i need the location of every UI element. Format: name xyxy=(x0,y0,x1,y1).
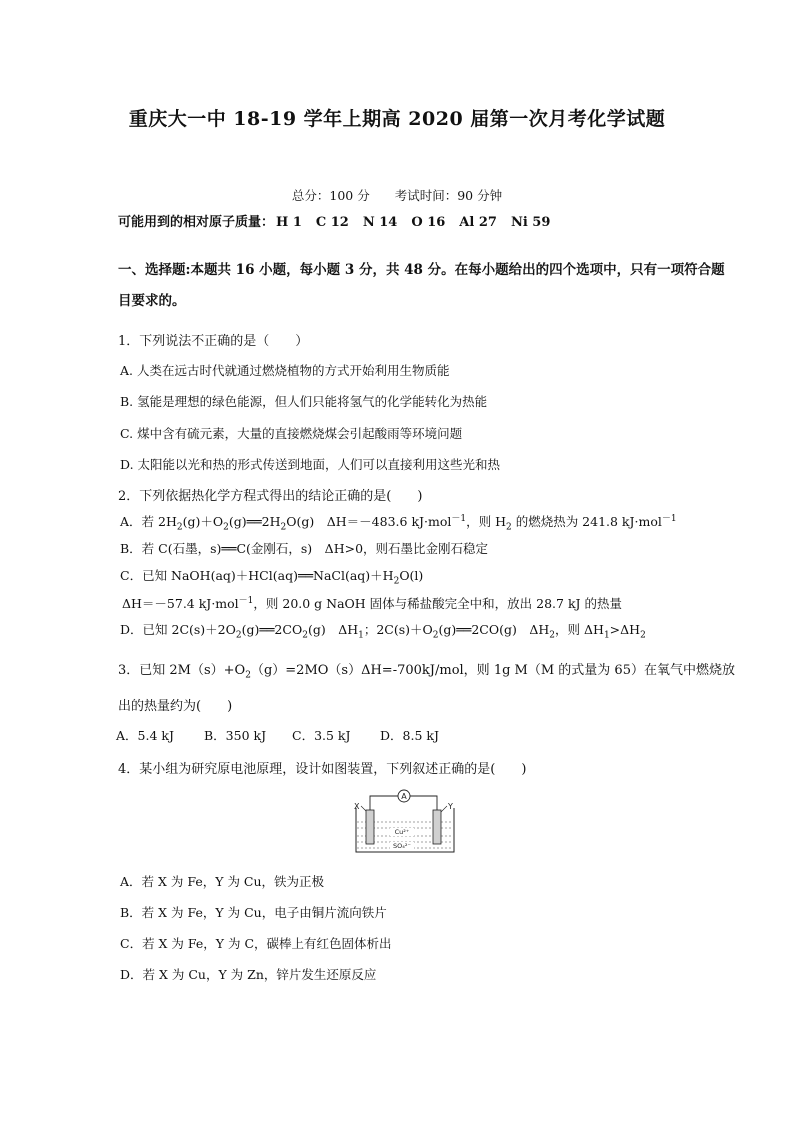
atom-c: C 12 xyxy=(315,215,349,230)
q3-stem-cont: 出的热量约为( ) xyxy=(118,699,233,714)
atom-ni: Ni 59 xyxy=(510,215,551,230)
q1-stem: 1．下列说法不正确的是（ ） xyxy=(118,334,309,349)
q1-option-c: C. 煤中含有硫元素，大量的直接燃烧煤会引起酸雨等环境问题 xyxy=(120,426,463,441)
q3-option-a: A．5.4 kJ xyxy=(116,728,174,743)
atomic-masses-label: 可能用到的相对原子质量： xyxy=(118,215,275,230)
q1-option-a: A. 人类在远古时代就通过燃烧植物的方式开始利用生物质能 xyxy=(120,363,450,378)
q4-option-b: B．若 X 为 Fe，Y 为 Cu，电子由铜片流向铁片 xyxy=(120,905,387,920)
atom-n: N 14 xyxy=(362,215,398,230)
atomic-masses xyxy=(118,211,550,230)
q2-option-b: B．若 C(石墨，s)══C(金刚石，s) ΔH>0，则石墨比金刚石稳定 xyxy=(120,541,489,556)
q4-option-c: C．若 X 为 Fe，Y 为 C，碳棒上有红色固体析出 xyxy=(120,936,392,951)
electrode-y xyxy=(433,810,441,844)
ion-so4-label: SO₄²⁻ xyxy=(393,842,411,850)
electrode-y-label: Y xyxy=(448,802,453,811)
q2-stem: 2．下列依据热化学方程式得出的结论正确的是( ) xyxy=(118,489,423,504)
q2-option-c: C．已知 $NaOH(aq)+HCl(aq)══NaCl(aq)+H_2O(l)$ xyxy=(120,568,424,587)
page-title: 重庆大一中 18-19 学年上期高 2020 届第一次月考化学试题 xyxy=(128,108,666,130)
q4-option-a: A．若 X 为 Fe，Y 为 Cu，铁为正极 xyxy=(120,874,325,889)
section-heading-line2: 目要求的。 xyxy=(118,293,186,309)
q3-option-d: D．8.5 kJ xyxy=(380,728,439,743)
atom-al: Al 27 xyxy=(459,215,497,230)
q1-option-b: B. 氢能是理想的绿色能源，但人们只能将氢气的化学能转化为热能 xyxy=(120,394,488,409)
q4-stem: 4．某小组为研究原电池原理，设计如图装置，下列叙述正确的是( ) xyxy=(118,762,527,777)
section-heading-line1: 一、选择题:本题共 16 小题，每小题 3 分，共 48 分。在每小题给出的四个选项中，只有一项符合题 xyxy=(118,262,725,278)
ammeter-label: A xyxy=(401,792,407,801)
q2-option-d: D．已知 $2C(s)+2O_2(g)══2CO_2(g)$ $\Delta H_1$；$2C(s)+O_2(g)══2CO(g)$ $\Delta H_2$，则 $\Delta H_1>\Delta H_2$ xyxy=(120,622,646,641)
galvanic-cell-diagram xyxy=(350,786,460,856)
atom-o: O 16 xyxy=(411,215,446,230)
electrode-x-label: X xyxy=(354,802,360,811)
q2-option-a: A．若 $2H_2(g)+O_2(g)══2H_2O(g)$ ΔH＝－483.6 kJ·mol$^{-1}$，则 $H_2$ 的燃烧热为 241.8 kJ·mol$^{-1}$ xyxy=(120,514,677,533)
ion-cu-label: Cu²⁺ xyxy=(394,828,410,836)
exam-meta: 总分：100 分 考试时间：90 分钟 xyxy=(291,188,503,203)
q3-option-b: B．350 kJ xyxy=(204,728,267,743)
q3-stem: 3．已知 $2M(s)+O_2(g)=2MO(s)\Delta H=-700kJ$/mol，则 1g M（M 的式量为 65）在氧气中燃烧放 xyxy=(118,663,735,681)
q1-option-d: D. 太阳能以光和热的形式传送到地面，人们可以直接利用这些光和热 xyxy=(120,457,501,472)
atom-h: H 1 xyxy=(276,215,302,230)
q2-option-c-cont: ΔH＝－57.4 kJ·mol$^{-1}$，则 20.0 g NaOH 固体与稀盐酸完全中和，放出 28.7 kJ 的热量 xyxy=(122,596,623,612)
q4-option-d: D．若 X 为 Cu，Y 为 Zn，锌片发生还原反应 xyxy=(120,967,377,982)
q3-option-c: C．3.5 kJ xyxy=(292,728,351,743)
electrode-x xyxy=(366,810,374,844)
